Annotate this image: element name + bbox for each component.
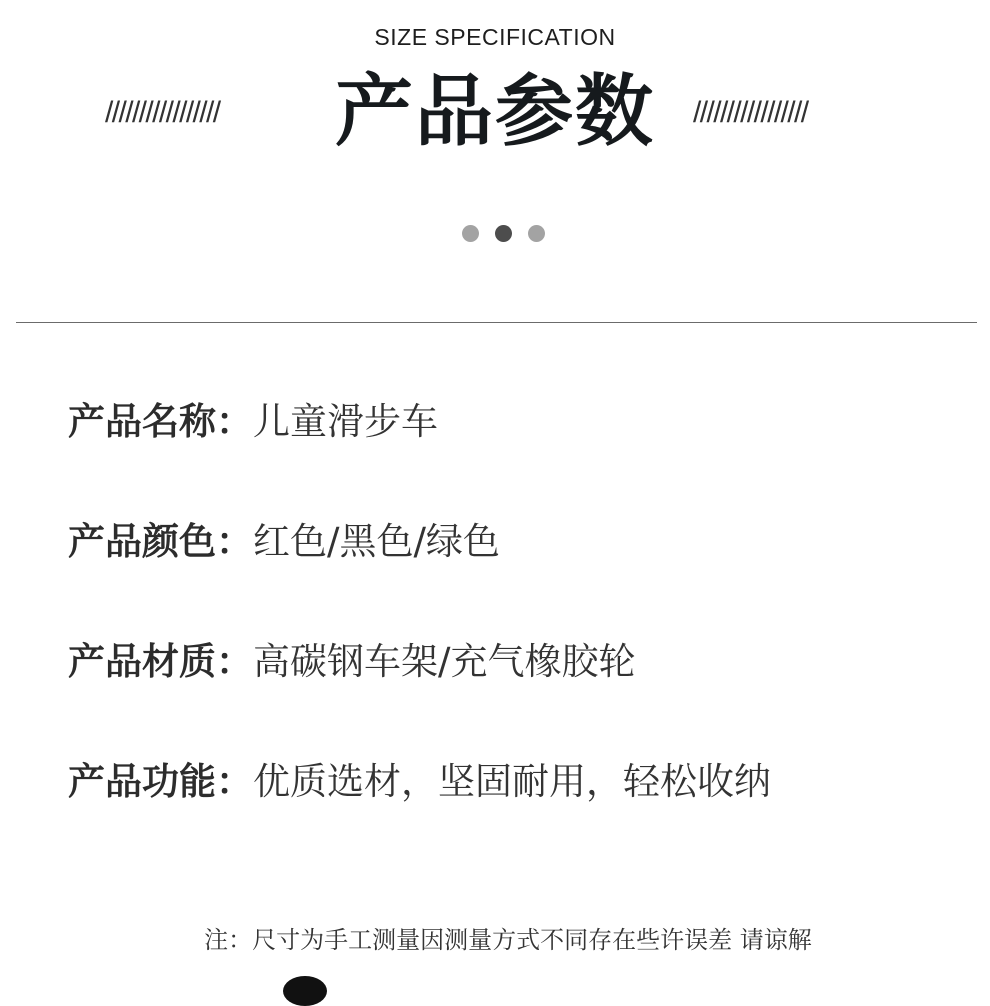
spec-value: 优质选材，坚固耐用，轻松收纳 xyxy=(253,760,771,803)
measurement-note: 注：尺寸为手工测量因测量方式不同存在些许误差 请谅解 xyxy=(204,926,812,954)
spec-label: 产品材质： xyxy=(68,640,253,683)
carousel-dot-3[interactable] xyxy=(528,225,545,242)
spec-row-name xyxy=(68,398,438,446)
slashes-right-decoration: ///////////////// xyxy=(693,96,808,129)
divider xyxy=(16,322,977,323)
spec-label: 产品功能： xyxy=(68,760,253,803)
spec-row-color xyxy=(68,518,500,566)
spec-value: 高碳钢车架/充气橡胶轮 xyxy=(253,640,636,683)
spec-label: 产品颜色： xyxy=(68,520,253,563)
partial-icon xyxy=(283,976,327,1006)
carousel-dot-2[interactable] xyxy=(495,225,512,242)
subtitle: SIZE SPECIFICATION xyxy=(374,24,616,50)
carousel-dot-1[interactable] xyxy=(462,225,479,242)
carousel-dots xyxy=(462,225,545,242)
spec-label: 产品名称： xyxy=(68,400,253,443)
spec-row-function xyxy=(68,758,771,806)
spec-row-material xyxy=(68,638,635,686)
spec-value: 儿童滑步车 xyxy=(253,400,438,443)
page-title: 产品参数 xyxy=(334,67,655,157)
spec-value: 红色/黑色/绿色 xyxy=(253,520,500,563)
slashes-left-decoration: ///////////////// xyxy=(105,96,220,129)
